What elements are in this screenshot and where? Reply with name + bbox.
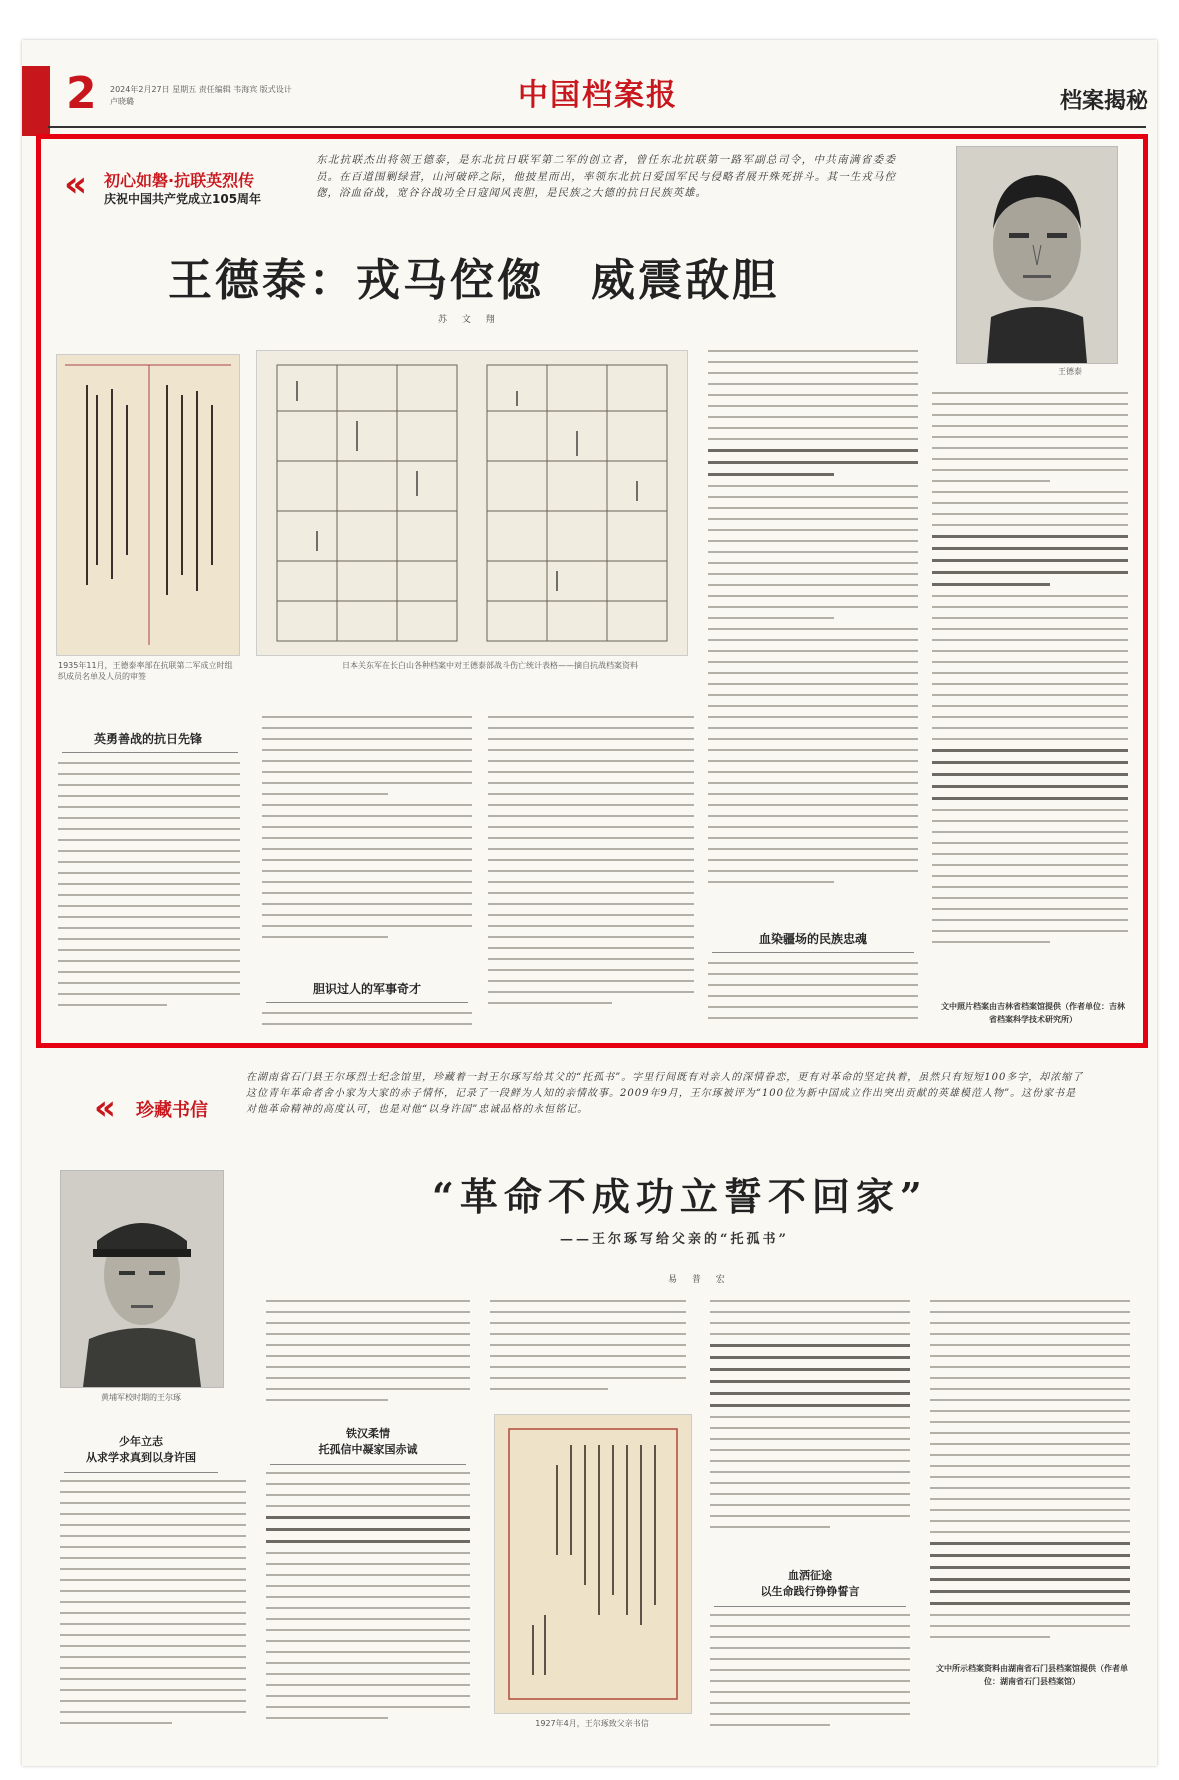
subheading-divider <box>266 1002 468 1003</box>
article-text-column <box>932 392 1128 992</box>
article-subtitle: ——王尔琢写给父亲的“托孤书” <box>560 1232 789 1247</box>
letter-document-image <box>494 1414 692 1714</box>
article-text-column <box>930 1300 1130 1644</box>
column-chevron-icon: « <box>94 1088 116 1128</box>
article-intro: 在湖南省石门县王尔琢烈士纪念馆里，珍藏着一封王尔琢写给其父的“托孤书”。字里行间既有对亲人的深情眷恋，更有对革命的坚定执着，虽然只有短短100多字，却浓缩了这位青年革命者舍小家为大家的赤子情怀，记录了一段鲜为人知的亲情故事。2009年9月，王尔琢被评为“100位为新中国成立作出突出贡献的英雄模范人物”。这份家书是对他革命精神的高度认可，也是对他“以身许国”忠诚品格的永恒铭记。 <box>246 1072 1084 1115</box>
subheading-divider <box>712 952 914 953</box>
article-headline: 王德泰：戎马倥偬 威震敌胆 <box>168 256 779 305</box>
portrait-photo <box>60 1170 224 1388</box>
column-subtitle: 庆祝中国共产党成立105周年 <box>104 192 262 206</box>
column-chevron-icon: « <box>64 164 88 205</box>
article-text-column <box>266 1300 470 1422</box>
archive-document-image-2 <box>256 350 688 656</box>
article-text-column <box>488 716 694 1034</box>
article-byline: 易 普 宏 <box>668 1275 731 1285</box>
article-subheading-3: 血染疆场的民族忠魂 <box>758 932 867 946</box>
subheading-divider <box>62 752 238 753</box>
article-subheading-3: 血洒征途 以生命践行铮铮誓言 <box>760 1569 860 1598</box>
article-text-column <box>60 1480 246 1750</box>
subheading-divider <box>64 1472 218 1473</box>
letter-caption: 1927年4月，王尔琢致父亲书信 <box>535 1719 649 1728</box>
column-name: 初心如磐·抗联英烈传 <box>104 171 255 190</box>
article-text-column <box>58 762 240 1032</box>
page-tab-marker <box>22 66 50 136</box>
article-text-column <box>490 1300 686 1408</box>
portrait-photo <box>956 146 1118 364</box>
header-divider <box>48 126 1146 128</box>
article-text-column <box>710 1614 910 1748</box>
article-text-column <box>710 1300 910 1552</box>
column-name: 珍藏书信 <box>136 1100 208 1121</box>
archive-image-1-caption: 1935年11月，王德泰率部在抗联第二军成立时组织成员名单及人员的审签 <box>58 661 233 681</box>
article-byline: 苏 文 翔 <box>438 315 501 325</box>
article-text-column <box>266 1472 470 1748</box>
article-intro: 东北抗联杰出将领王德泰，是东北抗日联军第二军的创立者，曾任东北抗联第一路军副总司令，中共南满省委委员。在百道围剿绿营，山河破碎之际，他披星而出，率领东北抗日爱国军民与侵略者展开殊死拼斗。其一生戎马倥偬，浴血奋战，宽谷谷战功全日寇闻风丧胆，是民族之大德的抗日民族英雄。 <box>316 154 896 199</box>
edition-info: 2024年2月27日 星期五 责任编辑 韦海宾 版式设计 卢晓璐 <box>110 85 292 106</box>
article-footnote: 文中所示档案资料由湖南省石门县档案馆提供（作者单位：湖南省石门县档案馆） <box>936 1664 1128 1686</box>
portrait-caption: 王德泰 <box>1058 367 1082 376</box>
article-text-column <box>262 716 472 968</box>
article-text-column <box>262 1012 472 1034</box>
portrait-caption: 黄埔军校时期的王尔琢 <box>101 1393 181 1402</box>
article-subheading-2: 铁汉柔情 托孤信中凝家国赤诚 <box>318 1427 418 1456</box>
archive-document-image-1 <box>56 354 240 656</box>
article-text-column <box>708 350 918 924</box>
article-footnote: 文中照片档案由吉林省档案馆提供（作者单位：吉林省档案科学技术研究所） <box>941 1002 1125 1024</box>
section-name: 档案揭秘 <box>1060 88 1149 114</box>
subheading-divider <box>270 1464 466 1465</box>
article-subheading-1: 英勇善战的抗日先锋 <box>93 732 202 746</box>
subheading-divider <box>714 1606 906 1607</box>
page-number: 2 <box>66 68 97 119</box>
article-subheading-1: 少年立志 从求学求真到以身许国 <box>86 1435 196 1464</box>
article-text-column <box>708 962 918 1030</box>
article-subheading-2: 胆识过人的军事奇才 <box>312 982 421 996</box>
article-headline: “革命不成功立誓不回家” <box>432 1174 928 1219</box>
masthead: 中国档案报 <box>518 78 678 113</box>
archive-image-2-caption: 日本关东军在长白山各种档案中对王德泰部战斗伤亡统计表格——摘自抗战档案资料 <box>342 661 638 670</box>
